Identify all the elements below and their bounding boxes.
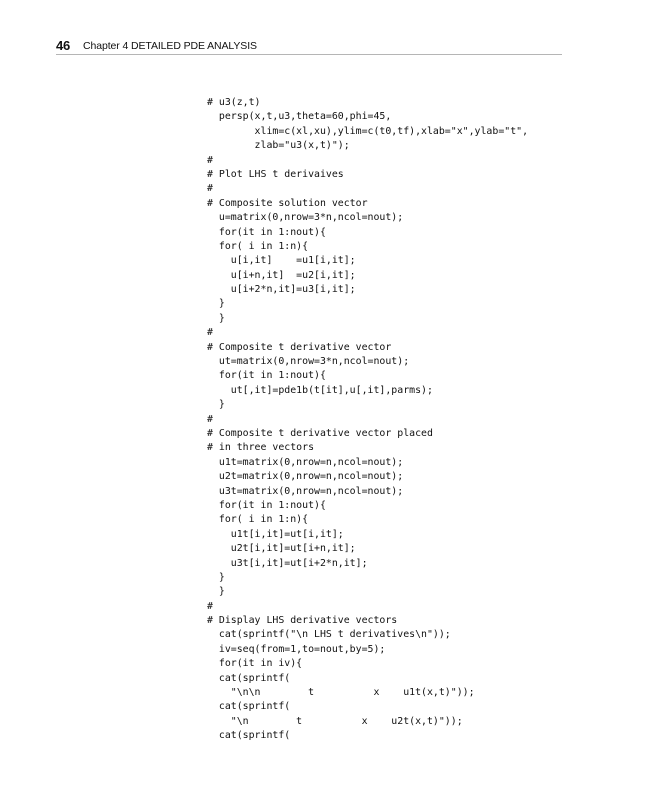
code-line: u1t=matrix(0,nrow=n,ncol=nout); xyxy=(207,456,404,468)
code-line: # Composite solution vector xyxy=(207,197,368,209)
code-line: "\n t x u2t(x,t)")); xyxy=(207,715,463,727)
code-line: for( i in 1:n){ xyxy=(207,514,309,526)
code-line: ut=matrix(0,nrow=3*n,ncol=nout); xyxy=(207,356,410,368)
code-line: for(it in iv){ xyxy=(207,658,303,670)
code-line: # Composite t derivative vector xyxy=(207,341,392,353)
code-line: u3t[i,it]=ut[i+2*n,it]; xyxy=(207,557,368,569)
code-line: # Plot LHS t derivaives xyxy=(207,168,344,180)
code-line: u[i+n,it] =u2[i,it]; xyxy=(207,269,356,281)
code-line: for(it in 1:nout){ xyxy=(207,370,326,382)
code-listing xyxy=(207,96,528,744)
code-line: # xyxy=(207,413,213,425)
page-number: 46 xyxy=(56,38,71,53)
code-line: # xyxy=(207,154,213,166)
code-line: # xyxy=(207,327,213,339)
running-head xyxy=(56,38,562,55)
code-line: for(it in 1:nout){ xyxy=(207,499,326,511)
code-line: } xyxy=(207,298,225,310)
code-line: u1t[i,it]=ut[i,it]; xyxy=(207,528,344,540)
code-line: # in three vectors xyxy=(207,442,315,454)
code-line: iv=seq(from=1,to=nout,by=5); xyxy=(207,643,386,655)
code-line: u[i,it] =u1[i,it]; xyxy=(207,255,356,267)
code-line: u2t[i,it]=ut[i+n,it]; xyxy=(207,543,356,555)
code-line: u2t=matrix(0,nrow=n,ncol=nout); xyxy=(207,471,404,483)
code-line: # Display LHS derivative vectors xyxy=(207,615,398,627)
code-line: # xyxy=(207,600,213,612)
code-line: } xyxy=(207,586,225,598)
code-line: cat(sprintf( xyxy=(207,730,291,742)
code-line: for( i in 1:n){ xyxy=(207,240,309,252)
code-line: } xyxy=(207,399,225,411)
code-line: cat(sprintf( xyxy=(207,701,291,713)
code-line: } xyxy=(207,571,225,583)
chapter-title: Chapter 4 DETAILED PDE ANALYSIS xyxy=(83,40,257,52)
code-line: } xyxy=(207,312,225,324)
code-line: # Composite t derivative vector placed xyxy=(207,427,433,439)
code-line: cat(sprintf("\n LHS t derivatives\n")); xyxy=(207,629,451,641)
code-line: # xyxy=(207,183,213,195)
code-line: zlab="u3(x,t)"); xyxy=(207,140,350,152)
code-line: u3t=matrix(0,nrow=n,ncol=nout); xyxy=(207,485,404,497)
code-line: xlim=c(xl,xu),ylim=c(t0,tf),xlab="x",ylab="t", xyxy=(207,125,529,137)
code-line: for(it in 1:nout){ xyxy=(207,226,326,238)
code-line: # u3(z,t) xyxy=(207,97,261,108)
code-line: persp(x,t,u3,theta=60,phi=45, xyxy=(207,111,392,123)
code-line: u[i+2*n,it]=u3[i,it]; xyxy=(207,284,356,296)
code-line: "\n\n t x u1t(x,t)")); xyxy=(207,687,475,699)
code-line: u=matrix(0,nrow=3*n,ncol=nout); xyxy=(207,212,404,224)
code-line: cat(sprintf( xyxy=(207,672,291,684)
code-line: ut[,it]=pde1b(t[it],u[,it],parms); xyxy=(207,384,433,396)
